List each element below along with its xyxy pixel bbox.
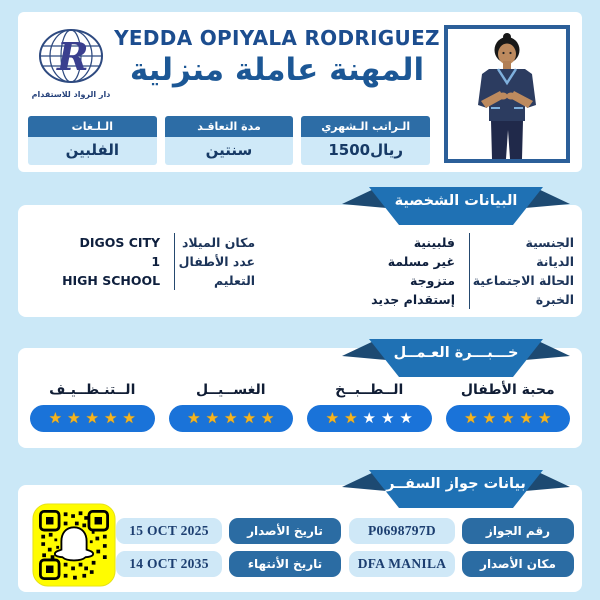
worker-name: YEDDA OPIYALA RODRIGUEZ: [114, 26, 440, 50]
field-label: الجنسية: [525, 235, 574, 250]
star-rating: [30, 405, 155, 432]
skill-label: الــطــبــخ: [335, 382, 404, 398]
star-icon: ★: [362, 409, 376, 427]
passport-data-card: [18, 476, 582, 592]
star-icon: ★: [103, 409, 118, 427]
info-box-label: مدة التعاقـد: [165, 116, 294, 137]
skill: [30, 382, 155, 432]
passport-data-ribbon: [340, 465, 572, 511]
field-label: مكان الميلاد: [182, 235, 256, 250]
info-box-value: الفلبين: [28, 137, 157, 165]
skills-row: [30, 382, 570, 432]
skill: [307, 382, 432, 432]
field-row: [289, 252, 574, 271]
personal-fields-right: [289, 233, 574, 309]
field-label: التعليم: [213, 273, 256, 288]
field-row: [28, 252, 255, 271]
personal-section-title: البيانات الشخصية: [394, 193, 518, 209]
passport-field-label: تاريخ الأصدار: [229, 518, 341, 544]
star-icon: ★: [519, 409, 533, 427]
field-row: [289, 233, 574, 252]
worker-photo: [444, 25, 570, 163]
experience-section-title: خـــبـــرة العـمــل: [393, 345, 519, 361]
field-row: [289, 290, 574, 309]
summary-info-row: [28, 116, 430, 165]
passport-fields: [116, 518, 574, 577]
star-rating: [446, 405, 571, 432]
field-label: الحالة الاجتماعية: [472, 273, 574, 288]
field-value: غير مسلمة: [289, 252, 470, 271]
info-box: [28, 116, 157, 165]
passport-field-label: تاريخ الأنتهاء: [229, 551, 341, 577]
star-icon: ★: [482, 409, 497, 427]
agency-name: دار الرواد للاستقدام: [31, 90, 111, 99]
skill: [446, 382, 571, 432]
passport-field-label: مكان الأصدار: [462, 551, 574, 577]
passport-field-value: P0698797D: [349, 518, 455, 544]
star-icon: ★: [537, 409, 552, 427]
star-icon: ★: [187, 409, 201, 427]
info-box: [301, 116, 430, 165]
personal-fields: [28, 233, 574, 309]
field-row: [28, 233, 255, 252]
passport-field-label: رقم الجواز: [462, 518, 574, 544]
star-icon: ★: [48, 409, 63, 427]
star-icon: ★: [344, 409, 358, 427]
field-value: فلبينية: [289, 233, 470, 252]
skill-label: الغســيــل: [195, 382, 266, 398]
header-card: [18, 12, 582, 172]
agency-logo: [28, 24, 114, 99]
passport-field-value: DFA MANILA: [349, 551, 455, 577]
profession-title: المهنة عاملة منزلية: [129, 52, 425, 88]
star-icon: ★: [380, 409, 395, 427]
field-label: الديانة: [536, 254, 574, 269]
star-icon: ★: [501, 409, 515, 427]
work-experience-card: [18, 345, 582, 448]
skill: [169, 382, 294, 432]
star-icon: ★: [260, 409, 275, 427]
field-value: HIGH SCHOOL: [28, 271, 175, 290]
star-icon: ★: [399, 409, 413, 427]
field-label: عدد الأطفال: [178, 254, 256, 269]
star-icon: ★: [122, 409, 136, 427]
info-box-value: 1500ريال: [301, 137, 430, 165]
star-icon: ★: [67, 409, 81, 427]
star-icon: ★: [205, 409, 220, 427]
field-value: 1: [28, 252, 175, 271]
field-value: إستقدام جديد: [289, 290, 470, 309]
passport-field-value: 15 OCT 2025: [116, 518, 222, 544]
star-rating: [169, 405, 294, 432]
star-icon: ★: [242, 409, 256, 427]
field-row: [28, 271, 255, 290]
star-icon: ★: [464, 409, 478, 427]
svg-text:R: R: [57, 34, 89, 79]
personal-fields-left: [28, 233, 255, 309]
passport-section-title: بيانات جواز السفــر: [386, 476, 526, 492]
info-box: [165, 116, 294, 165]
passport-field-value: 14 OCT 2035: [116, 551, 222, 577]
passport-field: [116, 518, 341, 544]
info-box-label: الـراتب الـشهري: [301, 116, 430, 137]
personal-data-card: [18, 193, 582, 317]
worker-photo-illustration: [448, 29, 566, 159]
info-box-label: الـلـغات: [28, 116, 157, 137]
work-experience-ribbon: [340, 334, 572, 380]
info-box-value: سنتين: [165, 137, 294, 165]
field-label: الخبرة: [535, 292, 574, 307]
passport-field: [116, 551, 341, 577]
passport-field: [349, 518, 574, 544]
field-row: [289, 271, 574, 290]
personal-data-ribbon: [340, 182, 572, 228]
snapchat-qr-code-icon: [32, 503, 116, 587]
passport-field: [349, 551, 574, 577]
field-value: متزوجة: [289, 271, 470, 290]
title-block: [110, 26, 444, 89]
star-rating: [307, 405, 432, 432]
field-value: DIGOS CITY: [28, 233, 175, 252]
skill-label: الــتنـظــيـف: [49, 382, 136, 398]
skill-label: محبة الأطفال: [460, 382, 555, 398]
star-icon: ★: [85, 409, 99, 427]
star-icon: ★: [325, 409, 340, 427]
star-icon: ★: [224, 409, 238, 427]
